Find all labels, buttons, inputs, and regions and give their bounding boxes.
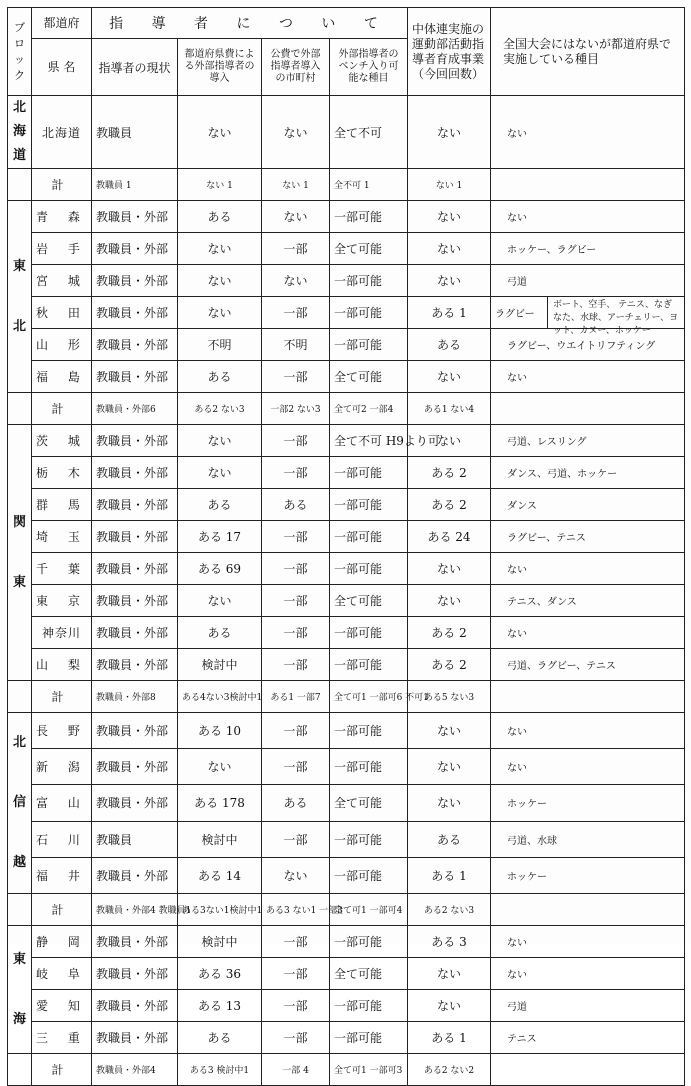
chuutai-status: ない — [408, 425, 491, 457]
prefecture-name: 秋 田 — [32, 297, 92, 329]
table-row — [8, 233, 685, 265]
funding-status: ない — [178, 265, 262, 297]
bench-status: 全て可能 — [330, 785, 408, 821]
prefecture-name: 静 岡 — [32, 926, 92, 958]
municipal-status: 一部 — [262, 297, 330, 329]
funding-status: ある 17 — [178, 521, 262, 553]
chuutai-status: ある2 ない3 — [408, 894, 491, 926]
national-sports: ラグビー、テニス — [491, 521, 685, 553]
municipal-status: ある1 一部7 — [262, 681, 330, 713]
funding-status: ある — [178, 201, 262, 233]
leader-current: 教職員・外部 — [92, 617, 178, 649]
municipal-status: 一部 — [262, 821, 330, 857]
municipal-status: 一部 — [262, 926, 330, 958]
national-sports — [491, 297, 685, 336]
prefecture-name: 北海道 — [32, 96, 92, 169]
prefecture-name: 計 — [32, 1054, 92, 1086]
table-row — [8, 521, 685, 553]
prefecture-name: 計 — [32, 894, 92, 926]
national-sports — [491, 1054, 685, 1086]
table-row — [8, 457, 685, 489]
chuutai-status: ない — [408, 96, 491, 169]
municipal-status: ない 1 — [262, 169, 330, 201]
table-row — [8, 785, 685, 821]
table-row — [8, 297, 685, 329]
header-leader: 指 導 者 に つ い て — [92, 8, 408, 39]
prefecture-name: 岐 阜 — [32, 958, 92, 990]
leader-current: 教職員・外部 — [92, 649, 178, 681]
municipal-status: ない — [262, 201, 330, 233]
prefecture-name: 三 重 — [32, 1022, 92, 1054]
bench-status: 一部可能 — [330, 201, 408, 233]
block-name-blank — [8, 169, 32, 201]
leader-current: 教職員・外部4 教職員1 — [92, 894, 178, 926]
prefecture-name: 青 森 — [32, 201, 92, 233]
prefecture-name: 計 — [32, 169, 92, 201]
national-sports: ラグビー、ウエイトリフティング — [491, 329, 685, 361]
leader-current: 教職員・外部 — [92, 553, 178, 585]
funding-status: 検討中 — [178, 926, 262, 958]
national-sports: ない — [491, 926, 685, 958]
table-row — [8, 425, 685, 457]
national-sports: ホッケー — [491, 857, 685, 893]
national-sports: ない — [491, 96, 685, 169]
municipal-status: ない — [262, 265, 330, 297]
chuutai-status: ない — [408, 201, 491, 233]
funding-status: ある 36 — [178, 958, 262, 990]
bench-status: 一部可能 — [330, 990, 408, 1022]
municipal-status: 一部 4 — [262, 1054, 330, 1086]
block-name: 北海道 — [8, 96, 32, 169]
municipal-status: 一部 — [262, 617, 330, 649]
funding-status: ある — [178, 617, 262, 649]
leader-current: 教職員・外部 — [92, 926, 178, 958]
bench-status: 全て可1 一部可4 — [330, 894, 408, 926]
chuutai-status: ある 3 — [408, 926, 491, 958]
leader-current: 教職員・外部 — [92, 1022, 178, 1054]
municipal-status: 一部 — [262, 457, 330, 489]
municipal-status: ある — [262, 489, 330, 521]
leader-current: 教職員 — [92, 821, 178, 857]
bench-status: 一部可能 — [330, 821, 408, 857]
national-sports: ない — [491, 713, 685, 749]
funding-status: ある 13 — [178, 990, 262, 1022]
municipal-status: ある3 ない1 一部3 — [262, 894, 330, 926]
leader-current: 教職員 1 — [92, 169, 178, 201]
table-row — [8, 749, 685, 785]
prefecture-name: 山 形 — [32, 329, 92, 361]
prefecture-name: 山 梨 — [32, 649, 92, 681]
chuutai-status: ない — [408, 233, 491, 265]
municipal-status: 一部 — [262, 521, 330, 553]
national-sports — [491, 393, 685, 425]
leader-current: 教職員・外部 — [92, 958, 178, 990]
bench-status: 一部可能 — [330, 617, 408, 649]
chuutai-status: ない — [408, 585, 491, 617]
leader-current: 教職員・外部 — [92, 457, 178, 489]
municipal-status: 一部 — [262, 649, 330, 681]
funding-status: 検討中 — [178, 649, 262, 681]
bench-status: 全て可能 — [330, 585, 408, 617]
municipal-status: ある — [262, 785, 330, 821]
chuutai-status: ある2 ない2 — [408, 1054, 491, 1086]
leader-current: 教職員・外部 — [92, 857, 178, 893]
leader-current: 教職員・外部 — [92, 785, 178, 821]
funding-status: ある 178 — [178, 785, 262, 821]
funding-status: ある 14 — [178, 857, 262, 893]
bench-status: 全て不可 — [330, 96, 408, 169]
national-sports — [491, 681, 685, 713]
funding-status: ある 10 — [178, 713, 262, 749]
prefecture-name: 埼 玉 — [32, 521, 92, 553]
table-row — [8, 990, 685, 1022]
funding-status: ある3ない1検討中1 — [178, 894, 262, 926]
block-name: 東北 — [8, 201, 32, 393]
prefecture-name: 茨 城 — [32, 425, 92, 457]
chuutai-status: ある 24 — [408, 521, 491, 553]
table-row — [8, 265, 685, 297]
municipal-status: 一部 — [262, 233, 330, 265]
chuutai-status: ある 1 — [408, 1022, 491, 1054]
national-sports-main: ラグビー — [495, 309, 535, 320]
block-name-blank — [8, 894, 32, 926]
national-sports: 弓道、水球 — [491, 821, 685, 857]
table-row — [8, 958, 685, 990]
funding-status: ない — [178, 297, 262, 329]
table-row — [8, 489, 685, 521]
table-row — [8, 553, 685, 585]
leader-current: 教職員・外部 — [92, 425, 178, 457]
bench-status: 一部可能 — [330, 857, 408, 893]
national-sports: 弓道、ラグビー、テニス — [491, 649, 685, 681]
funding-status: 不明 — [178, 329, 262, 361]
funding-status: ある 69 — [178, 553, 262, 585]
municipal-status: 一部 — [262, 553, 330, 585]
bench-status: 一部可能 — [330, 649, 408, 681]
leader-current: 教職員・外部4 — [92, 1054, 178, 1086]
total-row — [8, 681, 685, 713]
block-name-blank — [8, 1054, 32, 1086]
funding-status: ある3 検討中1 — [178, 1054, 262, 1086]
national-sports — [491, 169, 685, 201]
municipal-status: 一部 — [262, 749, 330, 785]
funding-status: ない — [178, 233, 262, 265]
chuutai-status: ある5 ない3 — [408, 681, 491, 713]
chuutai-status: ない — [408, 713, 491, 749]
header-national: 全国大会にはないが都道府県で実施している種目 — [491, 8, 685, 96]
funding-status: ない — [178, 457, 262, 489]
prefecture-name: 計 — [32, 393, 92, 425]
bench-status: 全て不可 H9より可 — [330, 425, 408, 457]
national-sports: ない — [491, 749, 685, 785]
leader-current: 教職員・外部 — [92, 361, 178, 393]
prefecture-name: 千 葉 — [32, 553, 92, 585]
national-sports: ない — [491, 617, 685, 649]
leader-current: 教職員 — [92, 96, 178, 169]
header-current: 指導者の現状 — [92, 39, 178, 96]
bench-status: 一部可能 — [330, 521, 408, 553]
national-sports: ホッケー、ラグビー — [491, 233, 685, 265]
prefecture-name: 長 野 — [32, 713, 92, 749]
total-row — [8, 393, 685, 425]
national-sports: ない — [491, 958, 685, 990]
leader-current: 教職員・外部8 — [92, 681, 178, 713]
header-pref-top: 都道府 — [32, 8, 92, 39]
table-row — [8, 926, 685, 958]
chuutai-status: ない — [408, 361, 491, 393]
prefecture-name: 東 京 — [32, 585, 92, 617]
table-row — [8, 96, 685, 169]
prefecture-name: 愛 知 — [32, 990, 92, 1022]
municipal-status: 一部 — [262, 990, 330, 1022]
header-bench: 外部指導者のベンチ入り可能な種目 — [330, 39, 408, 96]
table-body — [8, 8, 685, 1086]
prefecture-name: 計 — [32, 681, 92, 713]
table-row — [8, 821, 685, 857]
block-name: 東海 — [8, 926, 32, 1054]
funding-status: ない 1 — [178, 169, 262, 201]
chuutai-status: ない — [408, 553, 491, 585]
prefecture-name: 福 井 — [32, 857, 92, 893]
municipal-status: 不明 — [262, 329, 330, 361]
chuutai-status: ない 1 — [408, 169, 491, 201]
bench-status: 一部可能 — [330, 457, 408, 489]
leader-current: 教職員・外部 — [92, 521, 178, 553]
chuutai-status: ない — [408, 958, 491, 990]
leader-current: 教職員・外部 — [92, 585, 178, 617]
bench-status: 全て可能 — [330, 233, 408, 265]
national-sports: 弓道 — [491, 265, 685, 297]
chuutai-status: ある1 ない4 — [408, 393, 491, 425]
national-sports: ダンス — [491, 489, 685, 521]
block-name-blank — [8, 681, 32, 713]
national-sports: ホッケー — [491, 785, 685, 821]
bench-status: 一部可能 — [330, 553, 408, 585]
chuutai-status: ある 2 — [408, 649, 491, 681]
funding-status: ある — [178, 1022, 262, 1054]
table-row — [8, 1022, 685, 1054]
funding-status: ない — [178, 425, 262, 457]
bench-status: 全て可能 — [330, 958, 408, 990]
funding-status: ない — [178, 749, 262, 785]
header-pref-bottom: 県 名 — [32, 39, 92, 96]
leader-current: 教職員・外部 — [92, 297, 178, 329]
leader-current: 教職員・外部 — [92, 265, 178, 297]
municipal-status: 一部 — [262, 425, 330, 457]
leader-current: 教職員・外部 — [92, 201, 178, 233]
funding-status: ある — [178, 489, 262, 521]
total-row — [8, 169, 685, 201]
prefecture-name: 新 潟 — [32, 749, 92, 785]
bench-status: 一部可能 — [330, 329, 408, 361]
bench-status: 一部可能 — [330, 713, 408, 749]
header-municipal: 公費で外部指導者導入の市町村 — [262, 39, 330, 96]
bench-status: 一部可能 — [330, 749, 408, 785]
funding-status: ない — [178, 585, 262, 617]
table-row — [8, 585, 685, 617]
municipal-status: 一部 — [262, 361, 330, 393]
prefecture-name: 神奈川 — [32, 617, 92, 649]
municipal-status: 一部 — [262, 585, 330, 617]
chuutai-status: ある — [408, 329, 491, 361]
funding-status: ある2 ない3 — [178, 393, 262, 425]
national-sports: テニス — [491, 1022, 685, 1054]
bench-status: 全て可能 — [330, 361, 408, 393]
prefecture-name: 岩 手 — [32, 233, 92, 265]
leader-current: 教職員・外部 — [92, 990, 178, 1022]
bench-status: 全不可 1 — [330, 169, 408, 201]
prefecture-name: 福 島 — [32, 361, 92, 393]
header-block: ブロック — [8, 8, 32, 96]
table-row — [8, 617, 685, 649]
national-sports: テニス、ダンス — [491, 585, 685, 617]
chuutai-status: ある 1 — [408, 857, 491, 893]
leader-current: 教職員・外部 — [92, 489, 178, 521]
bench-status: 全て可1 一部可3 — [330, 1054, 408, 1086]
municipal-status: 一部 — [262, 958, 330, 990]
national-sports: ない — [491, 201, 685, 233]
bench-status: 一部可能 — [330, 1022, 408, 1054]
national-sports: ない — [491, 361, 685, 393]
total-row — [8, 1054, 685, 1086]
chuutai-status: ない — [408, 749, 491, 785]
national-sports: 弓道 — [491, 990, 685, 1022]
municipal-status: ない — [262, 96, 330, 169]
prefecture-name: 栃 木 — [32, 457, 92, 489]
header-funding: 都道府県費による外部指導者の導入 — [178, 39, 262, 96]
table-row — [8, 201, 685, 233]
header-row-1 — [8, 8, 685, 39]
bench-status: 一部可能 — [330, 265, 408, 297]
prefecture-name: 石 川 — [32, 821, 92, 857]
block-name: 北信越 — [8, 713, 32, 894]
national-sports: ない — [491, 553, 685, 585]
funding-status: ない — [178, 96, 262, 169]
chuutai-status: ない — [408, 990, 491, 1022]
bench-status: 一部可能 — [330, 489, 408, 521]
funding-status: ある — [178, 361, 262, 393]
chuutai-status: ない — [408, 785, 491, 821]
chuutai-status: ある — [408, 821, 491, 857]
chuutai-status: ある 2 — [408, 617, 491, 649]
prefecture-name: 富 山 — [32, 785, 92, 821]
leader-current: 教職員・外部 — [92, 233, 178, 265]
header-chuutai: 中体連実施の運動部活動指導者育成事業（今回回数） — [408, 8, 491, 96]
leader-current: 教職員・外部 — [92, 713, 178, 749]
bench-status: 全て可1 一部可6 不可1 — [330, 681, 408, 713]
table-row — [8, 361, 685, 393]
municipal-status: 一部 — [262, 713, 330, 749]
chuutai-status: ある 1 — [408, 297, 491, 329]
table-row — [8, 713, 685, 749]
chuutai-status: ある 2 — [408, 489, 491, 521]
total-row — [8, 894, 685, 926]
leader-survey-table — [7, 7, 685, 1086]
bench-status: 一部可能 — [330, 926, 408, 958]
funding-status: ある4ない3検討中1 — [178, 681, 262, 713]
leader-current: 教職員・外部6 — [92, 393, 178, 425]
municipal-status: ない — [262, 857, 330, 893]
chuutai-status: ない — [408, 265, 491, 297]
funding-status: 検討中 — [178, 821, 262, 857]
cell-divider — [547, 297, 548, 328]
prefecture-name: 宮 城 — [32, 265, 92, 297]
leader-current: 教職員・外部 — [92, 329, 178, 361]
national-sports — [491, 894, 685, 926]
national-sports-extra: ボート、空手、 テニス、なぎなた、水球、アーチェリー、ヨット、カヌー、ホッケー — [553, 300, 679, 336]
block-name: 関東 — [8, 425, 32, 681]
bench-status: 全て可2 一部4 — [330, 393, 408, 425]
prefecture-name: 群 馬 — [32, 489, 92, 521]
table-row — [8, 857, 685, 893]
municipal-status: 一部2 ない3 — [262, 393, 330, 425]
municipal-status: 一部 — [262, 1022, 330, 1054]
table-row — [8, 649, 685, 681]
leader-current: 教職員・外部 — [92, 749, 178, 785]
block-name-blank — [8, 393, 32, 425]
national-sports: ダンス、弓道、ホッケー — [491, 457, 685, 489]
bench-status: 一部可能 — [330, 297, 408, 329]
chuutai-status: ある 2 — [408, 457, 491, 489]
national-sports: 弓道、レスリング — [491, 425, 685, 457]
